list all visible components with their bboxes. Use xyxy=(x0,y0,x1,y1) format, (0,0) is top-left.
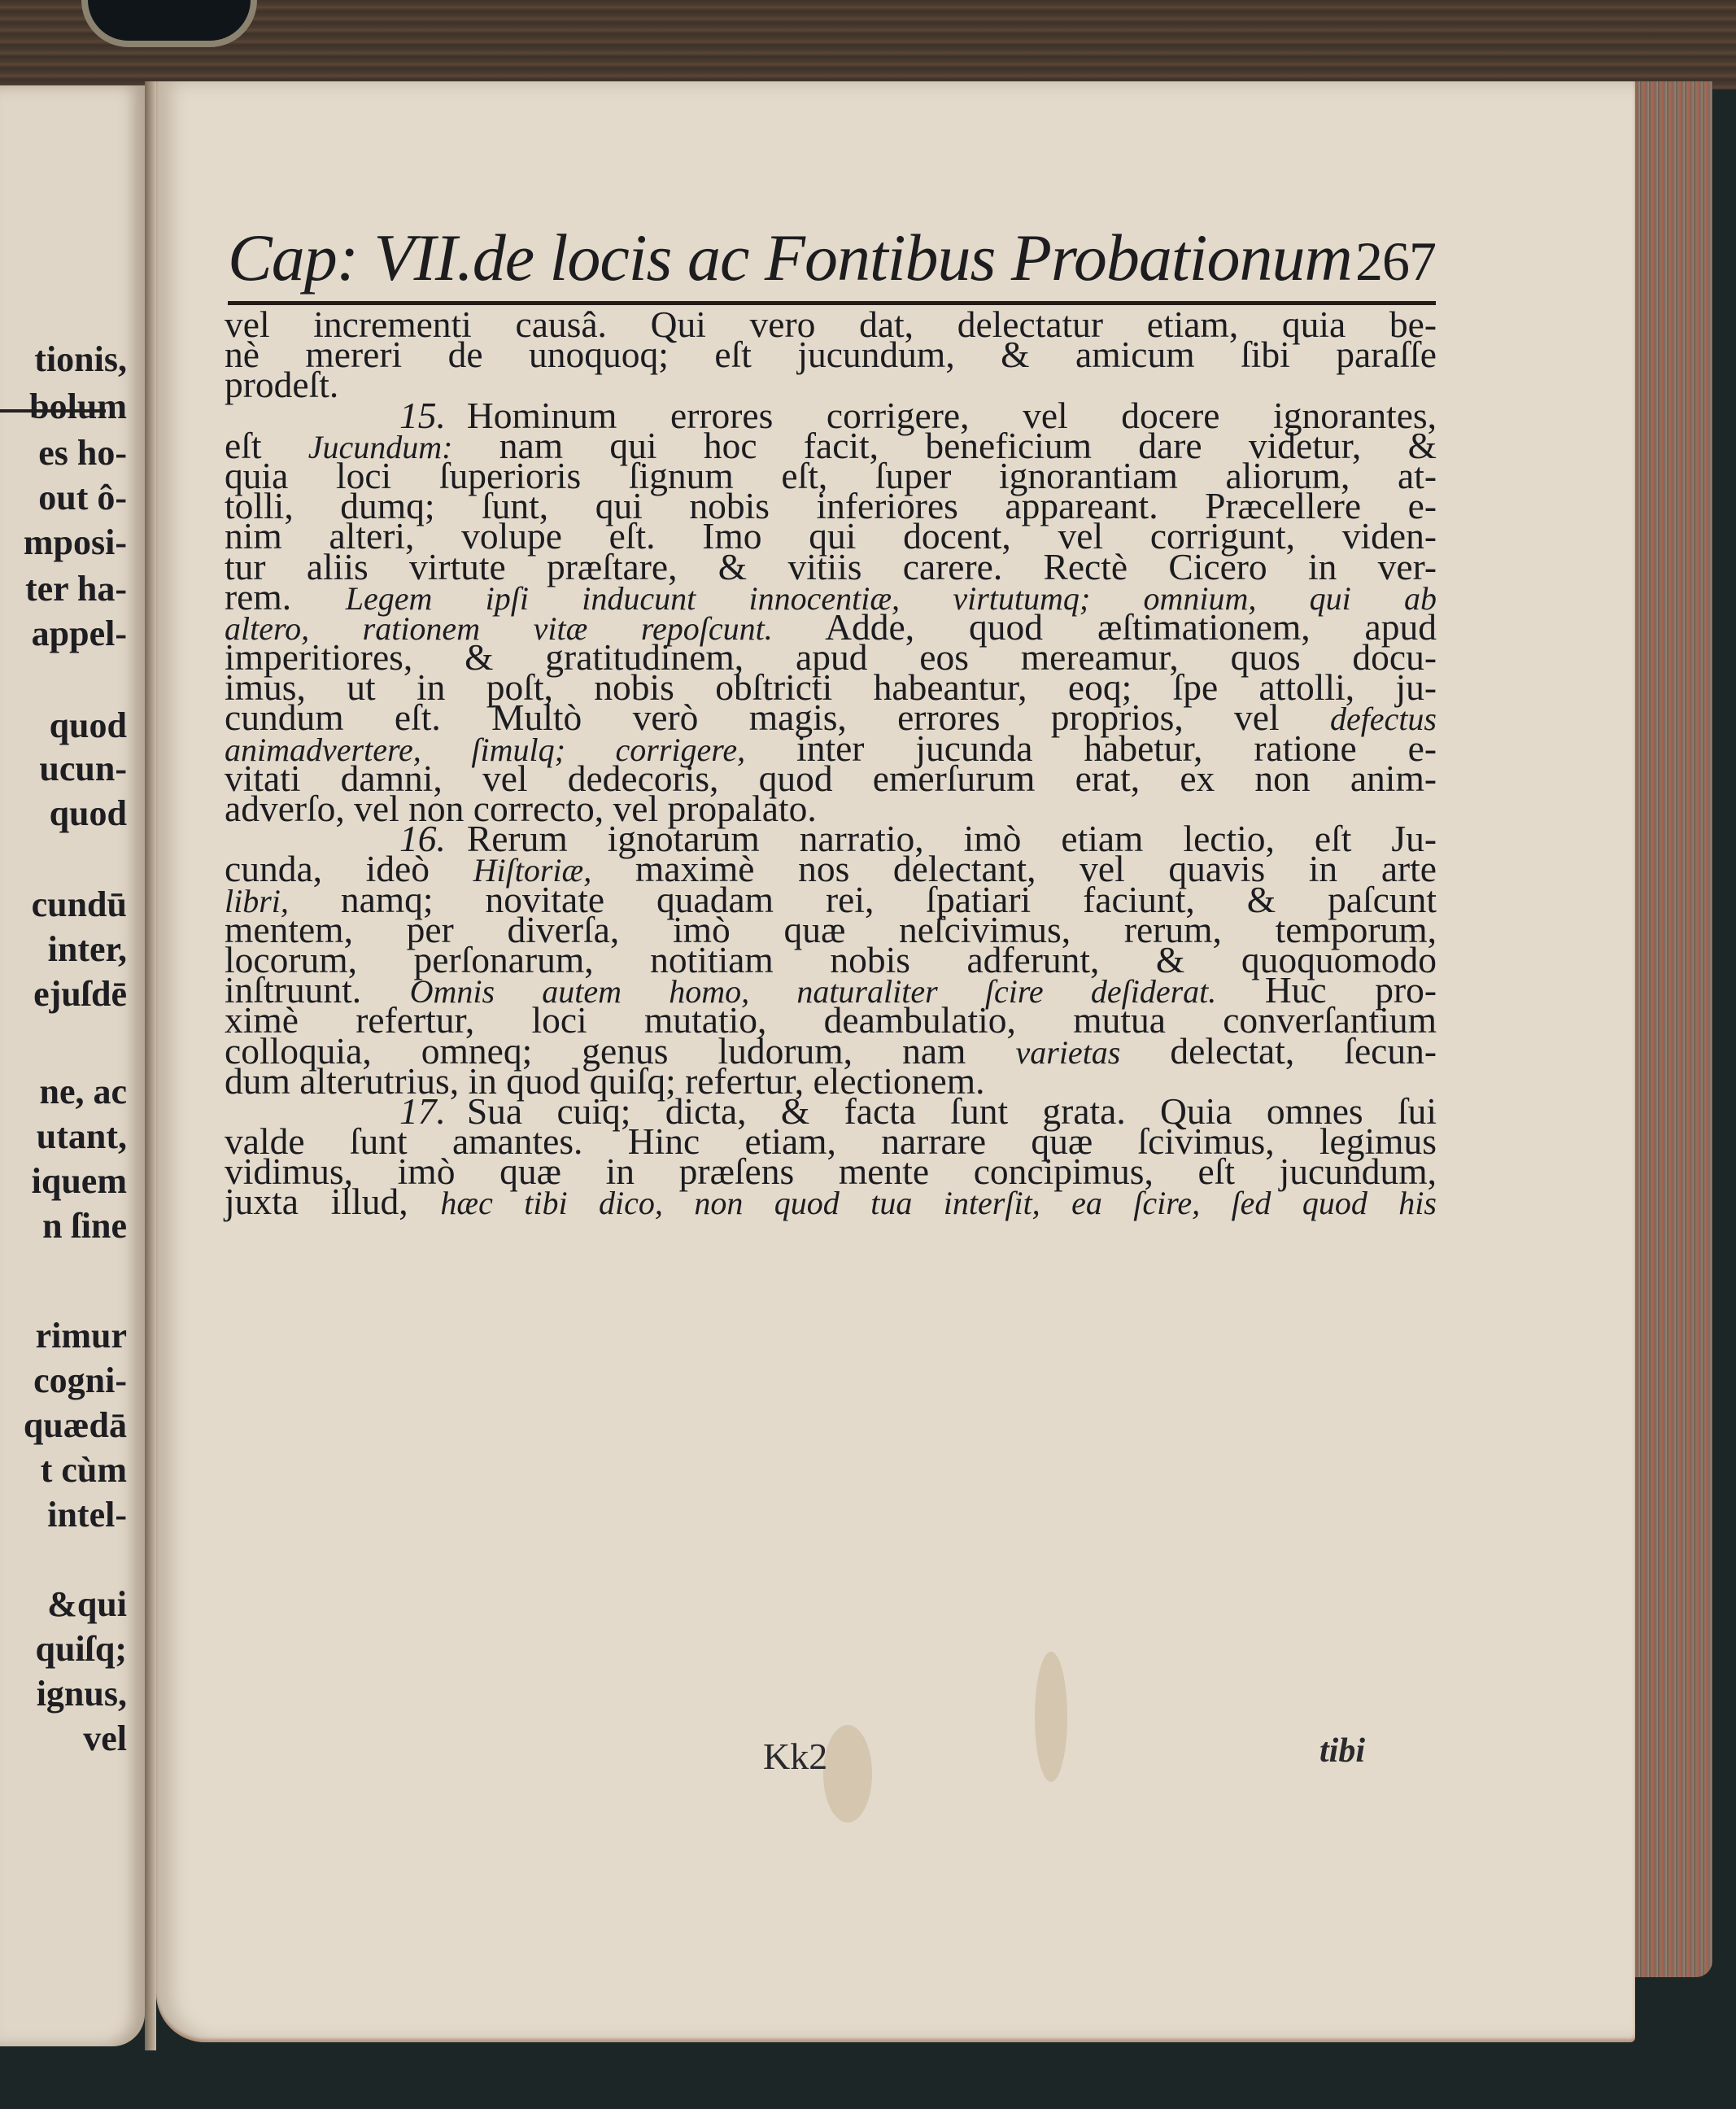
left-page-fragment: t cùm xyxy=(40,1450,127,1490)
left-page-fragment: ucun- xyxy=(39,749,127,788)
roman-text: tur aliis virtute præſtare, & vitiis carere. Rectè Cicero in ver- xyxy=(225,545,1437,587)
paragraph-number: 16. xyxy=(399,818,446,860)
roman-text: colloquia, omneq; genus ludorum, nam xyxy=(225,1029,1016,1072)
italic-text: Omnis autem homo, naturaliter ſcire deſiderat. xyxy=(409,973,1217,1011)
running-head-title: Cap: VII.de locis ac Fontibus Probationum xyxy=(228,221,1352,295)
left-page-fragment: ejuſdē xyxy=(33,974,127,1014)
left-page-fragment: quiſq; xyxy=(35,1629,127,1669)
page-number: 267 xyxy=(1355,230,1436,292)
left-page-fragment: utant, xyxy=(36,1116,127,1156)
paragraph-number: 17. xyxy=(399,1089,446,1132)
roman-text: dum alterutrius, in quod quiſq; refertur, electionem. xyxy=(225,1059,985,1102)
left-page-fragment: bolum xyxy=(29,386,127,426)
left-page-fragment: cundū xyxy=(31,884,127,924)
signature-mark: Kk2 xyxy=(763,1736,828,1777)
roman-text: quia loci ſuperioris ſignum eſt, ſuper ignorantiam aliorum, at- xyxy=(225,454,1437,496)
roman-text: Sua cuiq; dicta, & facta ſunt grata. Quia omnes ſui xyxy=(466,1089,1437,1132)
roman-text: cundum eſt. Multò verò magis, errores proprios, vel xyxy=(225,696,1330,739)
gutter xyxy=(145,81,156,2050)
roman-text: nim alteri, volupe eſt. Imo qui docent, vel corrigunt, viden- xyxy=(225,515,1437,557)
italic-text: varietas xyxy=(1015,1033,1121,1071)
left-page-fragment: ne, ac xyxy=(39,1072,127,1111)
roman-text: inter jucunda habetur, ratione e- xyxy=(745,727,1437,769)
left-page-fragment: quædā xyxy=(23,1405,127,1445)
roman-text: Rerum ignotarum narratio, imò etiam lectio, eſt Ju- xyxy=(466,818,1437,860)
paper-stain xyxy=(1035,1652,1067,1782)
body-text xyxy=(225,303,1437,1223)
left-page-fragment: cogni- xyxy=(33,1360,127,1400)
roman-text: prodeſt. xyxy=(225,364,339,406)
page-edges xyxy=(1631,81,1712,1977)
roman-text: rem. xyxy=(225,575,346,618)
catchword: tibi xyxy=(1319,1732,1366,1770)
roman-text: imus, ut in poſt, nobis obſtricti habeantur, eoq; ſpe attolli, ju- xyxy=(225,666,1437,709)
text-line xyxy=(225,334,1437,376)
roman-text: Hominum errores corrigere, vel docere ignorantes, xyxy=(466,394,1437,436)
paper-stain xyxy=(823,1725,872,1823)
roman-text: nam qui hoc facit, beneficium dare videtur, & xyxy=(452,424,1437,466)
left-page-fragment: es ho- xyxy=(38,433,127,473)
roman-text: cunda, ideò xyxy=(225,848,473,890)
italic-text: animadvertere, ſimulq; corrigere, xyxy=(225,731,746,768)
roman-text: delectat, ſecun- xyxy=(1120,1029,1437,1072)
roman-text: ximè refertur, loci mutatio, deambulatio, mutua converſantium xyxy=(225,999,1437,1041)
roman-text: Huc pro- xyxy=(1216,969,1437,1011)
left-page-fragment: ter ha- xyxy=(24,569,127,609)
roman-text: tolli, dumq; ſunt, qui nobis inferiores appareant. Præcellere e- xyxy=(225,485,1437,527)
left-page-fragment: appel- xyxy=(31,613,127,653)
text-line xyxy=(225,1181,1437,1223)
left-page-fragment: n ſine xyxy=(42,1206,127,1246)
roman-text: imperitiores, & gratitudinem, apud eos mereamur, quos docu- xyxy=(225,636,1437,679)
italic-text: Legem ipſi inducunt innocentiæ, virtutumq; omnium, qui ab xyxy=(345,579,1437,617)
italic-text: altero, rationem vitæ repoſcunt. xyxy=(225,609,773,647)
left-page-fragment: tionis, xyxy=(34,339,127,379)
left-page xyxy=(0,85,145,2046)
roman-text: locorum, perſonarum, notitiam nobis adferunt, & quoquomodo xyxy=(225,938,1437,980)
left-page-fragment: mposi- xyxy=(23,522,127,562)
roman-text: vitati damni, vel dedecoris, quod emerſurum erat, ex non anim- xyxy=(225,757,1437,799)
left-page-fragment: intel- xyxy=(47,1495,127,1535)
roman-text: valde ſunt amantes. Hinc etiam, narrare quæ ſcivimus, legimus xyxy=(225,1120,1437,1163)
left-page-fragment: &qui xyxy=(47,1584,127,1624)
running-head xyxy=(228,220,1436,296)
roman-text: nè mereri de unoquoq; eſt jucundum, & amicum ſibi paraſſe xyxy=(225,334,1437,376)
roman-text: vidimus, imò quæ in præſens mente concipimus, eſt jucundum, xyxy=(225,1151,1437,1193)
left-page-fragment: iquem xyxy=(31,1161,127,1201)
roman-text: juxta illud, xyxy=(225,1181,441,1223)
roman-text: mentem, per diverſa, imò quæ neſcivimus, rerum, temporum, xyxy=(225,908,1437,950)
roman-text: inſtruunt. xyxy=(225,969,410,1011)
roman-text: Adde, quod æſtimationem, apud xyxy=(772,605,1437,648)
text-line xyxy=(225,545,1437,587)
left-page-fragment: vel xyxy=(83,1718,127,1758)
left-page-fragment: quod xyxy=(49,705,127,745)
book-binding-top xyxy=(0,0,1736,90)
left-page-fragment: ignus, xyxy=(36,1674,127,1714)
roman-text: vel incrementi causâ. Qui vero dat, delectatur etiam, quia be- xyxy=(225,303,1437,345)
roman-text: eſt xyxy=(225,424,308,466)
italic-text: Hiſtoriæ, xyxy=(473,852,592,889)
roman-text: namq; novitate quadam rei, ſpatiari faciunt, & paſcunt xyxy=(288,878,1437,920)
italic-text: defectus xyxy=(1329,701,1437,738)
left-page-fragment: quod xyxy=(49,793,127,833)
italic-text: hæc tibi dico, non quod tua interſit, ea ſcire, ſed quod his xyxy=(440,1185,1437,1222)
paragraph-number: 15. xyxy=(399,394,446,436)
roman-text: maximè nos delectant, vel quavis in arte xyxy=(591,848,1437,890)
italic-text: libri, xyxy=(225,882,289,919)
left-page-fragment: rimur xyxy=(35,1316,127,1356)
left-page-fragment: out ô- xyxy=(38,478,127,517)
headband xyxy=(81,0,257,47)
left-page-fragment: inter, xyxy=(47,929,127,969)
italic-text: Jucundum: xyxy=(308,428,453,465)
roman-text: adverſo, vel non correcto, vel propalato. xyxy=(225,788,817,829)
